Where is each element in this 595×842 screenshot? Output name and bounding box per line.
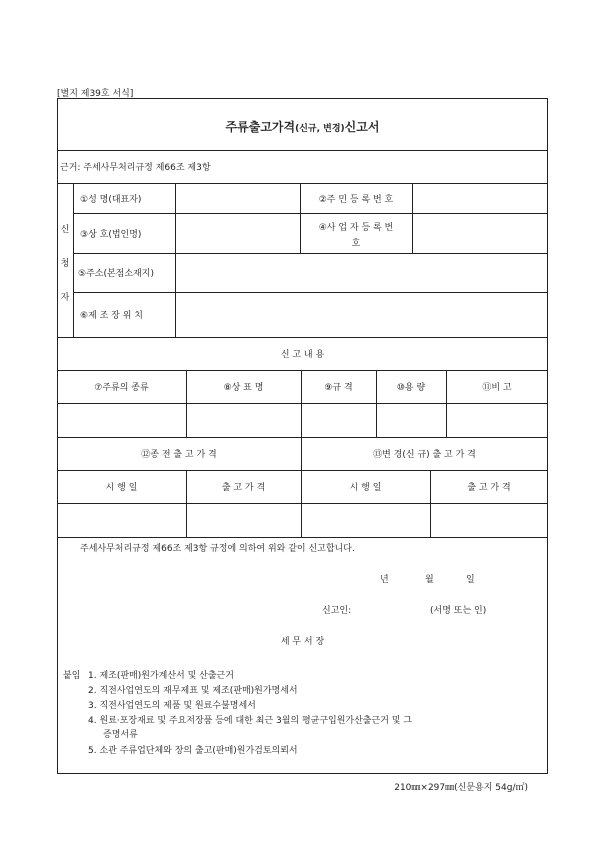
signer-field[interactable] xyxy=(358,600,422,614)
attachment-item: 5. 소관 주류업단체와 장의 출고(판매)원가검토의뢰서 xyxy=(88,746,298,756)
legal-basis: 근거: 주세사무처리규정 제66조 제3항 xyxy=(60,163,211,173)
liquor-type-field[interactable] xyxy=(58,404,185,436)
paper-spec-footer: 210㎜×297㎜(신문용지 54g/㎡) xyxy=(394,783,528,793)
attachments-label: 붙임 xyxy=(63,671,81,681)
signer-label: 신고인: xyxy=(322,606,352,616)
rrn-field[interactable] xyxy=(413,184,547,212)
bizno-label-line1: ④사 업 자 등 록 번 xyxy=(318,223,394,233)
prev-effective-date-field[interactable] xyxy=(58,504,185,536)
form-number: [별지 제39호 서식] xyxy=(57,89,134,99)
attachment-item-continued: 증명서류 xyxy=(103,730,138,740)
prev-price-label: 출 고 가 격 xyxy=(221,483,266,493)
col-note: ⑪비 고 xyxy=(482,383,512,393)
company-label: ③상 호(법인명) xyxy=(80,229,142,240)
col-brand-name: ⑧상 표 명 xyxy=(223,383,264,393)
new-effective-date-field[interactable] xyxy=(302,504,429,536)
title-paren: (신규, 변경) xyxy=(295,124,345,134)
date-year-label: 년 xyxy=(380,575,389,585)
plant-location-field[interactable] xyxy=(176,293,547,336)
spec-field[interactable] xyxy=(302,404,375,436)
prev-effective-date-label: 시 행 일 xyxy=(105,483,138,493)
volume-field[interactable] xyxy=(377,404,445,436)
signer-sign-label: (서명 또는 인) xyxy=(430,606,487,616)
new-effective-date-label: 시 행 일 xyxy=(349,483,382,493)
new-price-header: ⑬변 경(신 규) 출 고 가 격 xyxy=(373,450,476,460)
applicant-label-2: 청 xyxy=(60,259,70,269)
content-header: 신 고 내 용 xyxy=(280,350,325,360)
col-liquor-type: ⑦주류의 종류 xyxy=(94,383,149,393)
form-title xyxy=(57,118,548,135)
date-day-label: 일 xyxy=(466,575,475,585)
new-price-label: 출 고 가 격 xyxy=(467,483,511,493)
date-month-label: 월 xyxy=(425,575,434,585)
prev-price-field[interactable] xyxy=(187,504,300,536)
bizno-label xyxy=(300,220,412,249)
previous-price-header: ⑫종 전 출 고 가 격 xyxy=(141,450,217,460)
col-spec: ⑨규 격 xyxy=(324,383,353,393)
name-label: ①성 명(대표자) xyxy=(80,194,142,205)
col-volume: ⑩용 량 xyxy=(396,383,426,393)
address-field[interactable] xyxy=(176,254,547,291)
applicant-label-3: 자 xyxy=(60,293,70,303)
attachment-item: 2. 직전사업연도의 재무제표 및 제조(판매)원가명세서 xyxy=(88,686,298,696)
bizno-label-line2: 호 xyxy=(351,239,361,249)
attachment-item: 1. 제조(판매)원가계산서 및 산출근거 xyxy=(88,671,234,681)
attachment-item: 4. 원료·포장재료 및 주요저장품 등에 대한 최근 3월의 평균구입원가산출근거 및 그 xyxy=(88,716,412,726)
recipient: 세 무 서 장 xyxy=(280,637,325,647)
brand-name-field[interactable] xyxy=(187,404,300,436)
rrn-label: ②주 민 등 록 번 호 xyxy=(318,194,394,205)
company-field[interactable] xyxy=(176,214,299,252)
name-field[interactable] xyxy=(176,184,299,212)
title-main: 주류출고가격 xyxy=(225,120,296,134)
applicant-label-1: 신 xyxy=(60,225,70,235)
title-tail: 신고서 xyxy=(344,120,380,134)
attachment-item: 3. 직전사업연도의 제품 및 원료수불명세서 xyxy=(88,701,256,711)
plant-location-label: ⑥제 조 장 위 치 xyxy=(80,311,143,321)
note-field[interactable] xyxy=(447,404,547,436)
bizno-field[interactable] xyxy=(413,214,547,252)
declaration-text: 주세사무처리규정 제66조 제3항 규정에 의하여 위와 같이 신고합니다. xyxy=(80,544,355,554)
address-label: ⑤주소(본점소재지) xyxy=(78,269,154,279)
new-price-field[interactable] xyxy=(431,504,547,536)
